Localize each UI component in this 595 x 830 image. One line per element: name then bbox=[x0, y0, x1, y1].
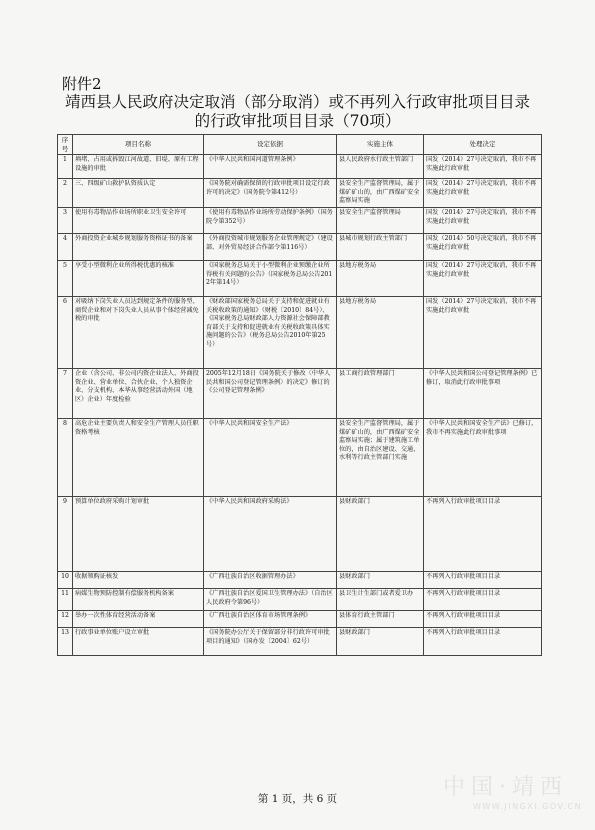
table-row bbox=[58, 260, 542, 296]
cell-number: 6 bbox=[58, 296, 73, 368]
cell-item-name: 高危企业主要负责人和安全生产管理人员任职资格考核 bbox=[73, 418, 204, 496]
cell-number: 4 bbox=[58, 233, 73, 260]
column-header-implementing-body: 实施主体 bbox=[337, 135, 424, 155]
cell-legal-basis: 《广西壮族自治区体育市场管理条例》 bbox=[204, 610, 337, 627]
cell-item-name: 举办一次性体育经营活动备案 bbox=[73, 610, 204, 627]
cell-implementing-body: 县人民政府水行政主管部门 bbox=[337, 155, 424, 179]
watermark-url: WWW.JINGXI.GOV.CN bbox=[473, 802, 583, 811]
watermark-logo-text: 中国·靖西 bbox=[443, 775, 568, 800]
column-header-item-name: 项目名称 bbox=[73, 135, 204, 155]
table-row bbox=[58, 296, 542, 368]
cell-legal-basis: 《中华人民共和国河道管理条例》 bbox=[204, 155, 337, 179]
table-row bbox=[58, 418, 542, 496]
cell-number: 3 bbox=[58, 207, 73, 233]
cell-decision: 国发（2014）50号决定取消，我市不再实施此行政审批 bbox=[424, 233, 542, 260]
cell-implementing-body: 县城市规划行政主管部门 bbox=[337, 233, 424, 260]
document-title-line-2: 的行政审批项目目录（70项） bbox=[194, 112, 401, 130]
cell-implementing-body: 县卫生计生部门或者爱卫办 bbox=[337, 588, 424, 610]
cell-number: 13 bbox=[58, 627, 73, 655]
cell-decision: 国发（2014）27号决定取消，我市不再实施此行政审批 bbox=[424, 179, 542, 208]
table-row bbox=[58, 207, 542, 233]
cell-legal-basis: 《国务院对确需保留的行政审批项目设定行政许可的决定》（国务院令第412号） bbox=[204, 179, 337, 208]
cell-item-name: 使用有毒物品作业场所职业卫生安全许可 bbox=[73, 207, 204, 233]
column-header-decision: 处理决定 bbox=[424, 135, 542, 155]
cell-implementing-body: 县体育行政主管部门 bbox=[337, 610, 424, 627]
table-row bbox=[58, 179, 542, 208]
cell-decision: 不再列入行政审批项目目录 bbox=[424, 571, 542, 588]
cell-item-name: 外商投资企业城乡规划服务资格证书的备案 bbox=[73, 233, 204, 260]
cell-legal-basis: 《中华人民共和国安全生产法》 bbox=[204, 418, 337, 496]
cell-implementing-body: 县财政部门 bbox=[337, 496, 424, 571]
cell-legal-basis: 《外商投资城市规划服务企业管理规定》（建设部、对外贸易经济合作部令第116号） bbox=[204, 233, 337, 260]
cell-implementing-body: 县地方税务局 bbox=[337, 260, 424, 296]
cell-decision: 国发（2014）27号决定取消，我市不再实施此行政审批 bbox=[424, 260, 542, 296]
page-number: 第 1 页，共 6 页 bbox=[257, 793, 338, 805]
table-row bbox=[58, 627, 542, 655]
cell-decision: 国发（2014）27号决定取消，我市不再实施此行政审批 bbox=[424, 155, 542, 179]
site-watermark bbox=[443, 770, 593, 826]
cell-decision: 不再列入行政审批项目目录 bbox=[424, 610, 542, 627]
table-row bbox=[58, 155, 542, 179]
cell-legal-basis: 《国家税务总局关于小型微利企业预缴企业所得税有关问题的公告》（国家税务总局公告2012年第14号） bbox=[204, 260, 337, 296]
cell-implementing-body: 县安全生产监督管理局 bbox=[337, 207, 424, 233]
cell-number: 12 bbox=[58, 610, 73, 627]
cell-decision: 不再列入行政审批项目目录 bbox=[424, 496, 542, 571]
table-row bbox=[58, 610, 542, 627]
table-header-row bbox=[58, 135, 542, 155]
document-title-line-1: 靖西县人民政府决定取消（部分取消）或不再列入行政审批项目目录 bbox=[64, 93, 530, 111]
cell-number: 5 bbox=[58, 260, 73, 296]
table-row bbox=[58, 588, 542, 610]
cell-number: 8 bbox=[58, 418, 73, 496]
cell-implementing-body: 县财政部门 bbox=[337, 571, 424, 588]
cell-item-name: 企业（含公司、非公司内资企业法人、外商投资企业、营业单位、合伙企业、个人独资企业、分支机构、本华从事经营活动外国（地区）企业）年度检验 bbox=[73, 368, 204, 418]
table-row bbox=[58, 368, 542, 418]
cell-decision: 国发（2014）27号决定取消，我市不再实施此行政审批 bbox=[424, 207, 542, 233]
cell-item-name: 填堵、占用或拆毁江河故道、旧堤、原有工程设施的审批 bbox=[73, 155, 204, 179]
cell-item-name: 对吸纳下岗失业人员达到规定条件的服务型、商贸企业和对下岗失业人员从事个体经营减免税的审批 bbox=[73, 296, 204, 368]
table-row bbox=[58, 496, 542, 571]
table-row bbox=[58, 233, 542, 260]
table-row bbox=[58, 571, 542, 588]
cell-item-name: 享受小型微利企业所得税优惠的核准 bbox=[73, 260, 204, 296]
cell-item-name: 三、四级矿山救护队资质认定 bbox=[73, 179, 204, 208]
cell-legal-basis: 2005年12月18日《国务院关于修改〈中华人民共和国公司登记管理条例〉的决定》修订的《公司登记管理条例》 bbox=[204, 368, 337, 418]
column-header-legal-basis: 设定依据 bbox=[204, 135, 337, 155]
cell-implementing-body: 县地方税务局 bbox=[337, 296, 424, 368]
cell-legal-basis: 《广西壮族自治区爱国卫生管理办法》（自治区人民政府令第96号） bbox=[204, 588, 337, 610]
cell-legal-basis: 《广西壮族自治区收据管理办法》 bbox=[204, 571, 337, 588]
cell-legal-basis: 《国务院办公厅关于保留部分非行政许可审批项目的通知》（国办发〔2004〕62号） bbox=[204, 627, 337, 655]
approval-items-table bbox=[57, 134, 542, 656]
cell-decision: 不再列入行政审批项目目录 bbox=[424, 588, 542, 610]
cell-decision: 《中华人民共和国公司登记管理条例》已修订，取消此行政审批事项 bbox=[424, 368, 542, 418]
cell-legal-basis: 《使用有毒物品作业场所劳动保护条例》（国务院令第352号） bbox=[204, 207, 337, 233]
cell-implementing-body: 县工商行政管理部门 bbox=[337, 368, 424, 418]
cell-number: 9 bbox=[58, 496, 73, 571]
cell-item-name: 收据领购证核发 bbox=[73, 571, 204, 588]
cell-decision: 《中华人民共和国安全生产法》已修订，我市不再实施此行政审批事项 bbox=[424, 418, 542, 496]
cell-legal-basis: 《中华人民共和国政府采购法》 bbox=[204, 496, 337, 571]
cell-implementing-body: 县财政部门 bbox=[337, 627, 424, 655]
cell-decision: 不再列入行政审批项目目录 bbox=[424, 627, 542, 655]
cell-legal-basis: 《财政部国家税务总局关于支持和促进就业有关税收政策的通知》（财税〔2010〕84号）、《国家税务总局财政部人力资源社会保障部教育部关于支持和促进就业有关税收政策具体实施问题的公告》（税务总局公告2010年第25号） bbox=[204, 296, 337, 368]
cell-item-name: 预算单位政府采购计划审批 bbox=[73, 496, 204, 571]
cell-number: 7 bbox=[58, 368, 73, 418]
annex-label: 附件2 bbox=[62, 75, 102, 93]
cell-number: 1 bbox=[58, 155, 73, 179]
cell-item-name: 病媒生物预防控制有偿服务机构备案 bbox=[73, 588, 204, 610]
cell-implementing-body: 县安全生产监督管理局，属于煤矿矿山的，由广西煤矿安全监察局实施；属于建筑施工单位的，由自治区建设、交通、水利等行政主管部门实施 bbox=[337, 418, 424, 496]
cell-item-name: 行政事业单位账户设立审批 bbox=[73, 627, 204, 655]
cell-decision: 国发（2014）27号决定取消，我市不再实施此行政审批 bbox=[424, 296, 542, 368]
cell-number: 10 bbox=[58, 571, 73, 588]
cell-number: 2 bbox=[58, 179, 73, 208]
cell-implementing-body: 县安全生产监督管理局，属于煤矿矿山的，由广西煤矿安全监察局实施 bbox=[337, 179, 424, 208]
cell-number: 11 bbox=[58, 588, 73, 610]
column-header-number: 序号 bbox=[58, 135, 73, 155]
